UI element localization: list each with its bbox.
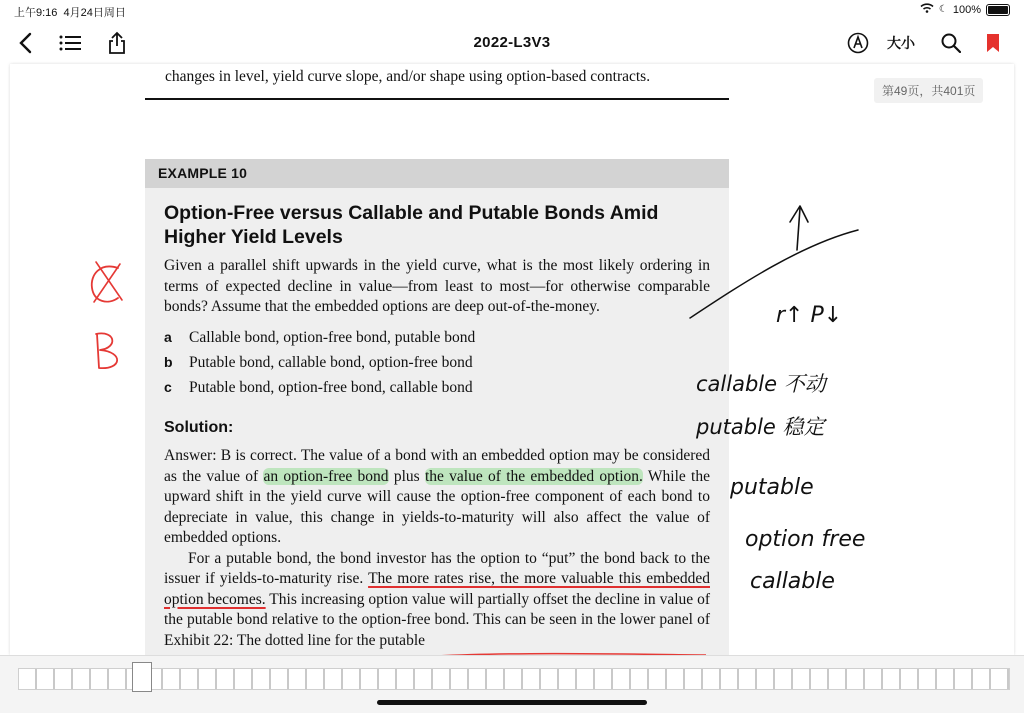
highlight-embedded-option: the value of the embedded option. bbox=[424, 467, 643, 485]
example-title: Option-Free versus Callable and Putable Bonds Amid Higher Yield Levels bbox=[164, 202, 659, 248]
page-top-text: changes in level, yield curve slope, and/or shape using option-based contracts. bbox=[165, 68, 651, 85]
note-option-free: option free bbox=[745, 527, 866, 552]
option-a: a Callable bond, option-free bond, putable bond bbox=[164, 329, 476, 346]
option-c: c Putable bond, option-free bond, callable bond bbox=[164, 379, 473, 396]
battery-icon bbox=[986, 4, 1010, 16]
example-box bbox=[145, 159, 729, 655]
moon-icon: ☾ bbox=[938, 4, 948, 15]
note-callable: callable 不动 bbox=[696, 372, 826, 396]
document-title: 2022-L3V3 bbox=[473, 34, 551, 51]
page-indicator: 第49页，共401页 bbox=[874, 78, 983, 103]
note-putable-stable: putable 稳定 bbox=[696, 415, 825, 439]
section-divider bbox=[145, 98, 729, 100]
pdf-page[interactable] bbox=[10, 64, 1014, 655]
status-bar bbox=[0, 0, 1024, 22]
note-rate-price: r↑ P↓ bbox=[776, 303, 843, 328]
battery-percent: 100% bbox=[952, 3, 981, 16]
wifi-icon bbox=[920, 3, 934, 16]
answer-text: Answer: B is correct. The value of a bond with an embedded option may be considered as the value of an option-free bond plus the value of the embedded option. While the upward shift in the yield curve will cause the option-free component of each bond to depreciate in value, this change in yields-to-maturity will also affect the value of embedded options. For a putable bond, the bond investor has the option to “put” the bond back to the issuer if yields-to-maturity rise. The more rates rise, the more valuable this embedded option becomes. This increasing option value will partially offset the decline in value of the putable bond relative to the option-free bond. This can be seen in the lower panel of Exhibit 22: The dotted line for the putable bbox=[164, 447, 710, 649]
example-label: EXAMPLE 10 bbox=[145, 159, 729, 188]
highlight-option-free: an option-free bond bbox=[263, 467, 389, 485]
example-question: Given a parallel shift upwards in the yield curve, what is the most likely ordering in terms of expected decline in value—from least to most—for otherwise comparable bonds? Assume that the embedded options are deep out-of-the-money. bbox=[164, 257, 710, 315]
option-b: b Putable bond, callable bond, option-free bond bbox=[164, 354, 473, 371]
page-thumbnails[interactable] bbox=[18, 668, 1010, 690]
status-time: 上午9:16 4月24日周日 bbox=[14, 7, 126, 19]
note-callable-2: callable bbox=[750, 569, 835, 594]
font-size-button[interactable]: 大小 bbox=[887, 35, 915, 51]
note-putable: putable bbox=[730, 475, 814, 500]
current-page-thumbnail[interactable] bbox=[132, 662, 152, 692]
underline-more-valuable: The more rates rise, the more valuable this embedded option becomes. bbox=[164, 570, 710, 608]
solution-heading: Solution: bbox=[164, 419, 234, 436]
status-right bbox=[920, 3, 1010, 16]
home-indicator[interactable] bbox=[377, 700, 647, 705]
